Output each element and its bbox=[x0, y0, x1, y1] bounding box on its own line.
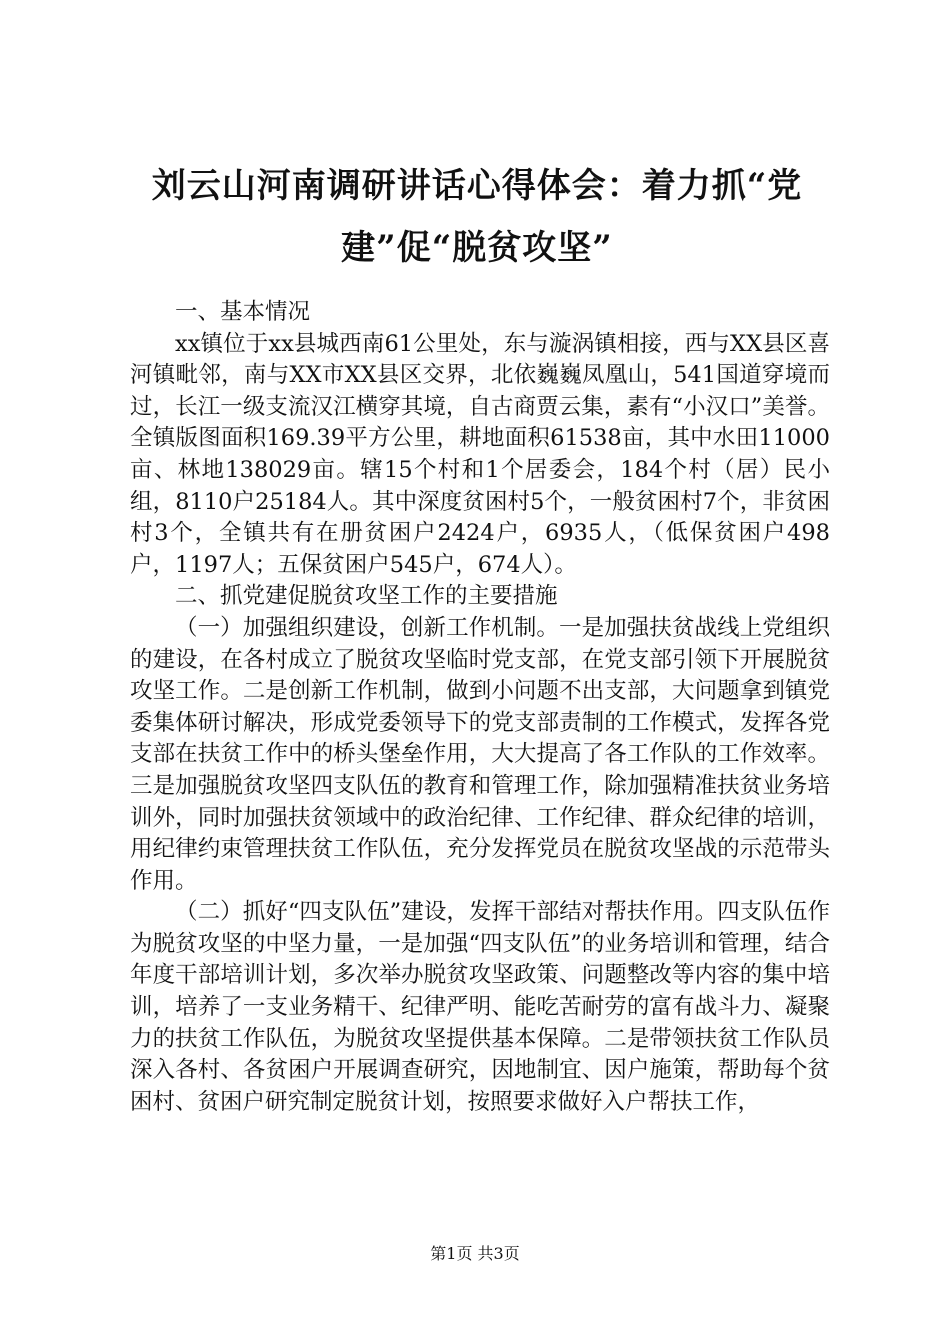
paragraph-four-teams: （二）抓好“四支队伍”建设，发挥干部结对帮扶作用。四支队伍作为脱贫攻坚的中坚力量，一是加强“四支队伍”的业务培训和管理，结合年度干部培训计划，多次举办脱贫攻坚政策、问题整改等内容的集中培训，培养了一支业务精干、纪律严明、能吃苦耐劳的富有战斗力、凝聚力的扶贫工作队伍，为脱贫攻坚提供基本保障。二是带领扶贫工作队员深入各村、各贫困户开展调查研究，因地制宜、因户施策，帮助每个贫困村、贫困户研究制定脱贫计划，按照要求做好入户帮扶工作， bbox=[130, 899, 830, 1115]
document-title: 刘云山河南调研讲话心得体会：着力抓“党建”促“脱贫攻坚” bbox=[151, 166, 803, 268]
section-heading-main-measures: 二、抓党建促脱贫攻坚工作的主要措施 bbox=[175, 583, 558, 610]
section-heading-basic-situation: 一、基本情况 bbox=[175, 299, 311, 325]
paragraph-basic-situation: xx镇位于xx县城西南61公里处，东与漩涡镇相接，西与XX县区喜河镇毗邻，南与XX市XX县区交界，北依巍巍凤凰山，541国道穿境而过，长江一级支流汉江横穿其境，自古商贾云集，素有“小汉口”美誉。全镇版图面积169.39平方公里，耕地面积61538亩，其中水田11000亩、林地138029亩。辖15个村和1个居委会，184个村（居）民小组，8110户25184人。其中深度贫困村5个，一般贫困村7个，非贫困村3个，全镇共有在册贫困户2424户，6935人，（低保贫困户498户，1197人；五保贫困户545户，674人）。 bbox=[130, 330, 830, 578]
document-body bbox=[130, 297, 830, 1118]
page-footer: 第1页 共3页 bbox=[430, 1244, 520, 1263]
paragraph-organization-building: （一）加强组织建设，创新工作机制。一是加强扶贫战线上党组织的建设，在各村成立了脱贫攻坚临时党支部，在党支部引领下开展脱贫攻坚工作。二是创新工作机制，做到小问题不出支部，大问题拿到镇党委集体研讨解决，形成党委领导下的党支部责制的工作模式，发挥各党支部在扶贫工作中的桥头堡垒作用，大大提高了各工作队的工作效率。三是加强脱贫攻坚四支队伍的教育和管理工作，除加强精准扶贫业务培训外，同时加强扶贫领域中的政治纪律、工作纪律、群众纪律的培训，用纪律约束管理扶贫工作队伍，充分发挥党员在脱贫攻坚战的示范带头作用。 bbox=[130, 614, 830, 894]
